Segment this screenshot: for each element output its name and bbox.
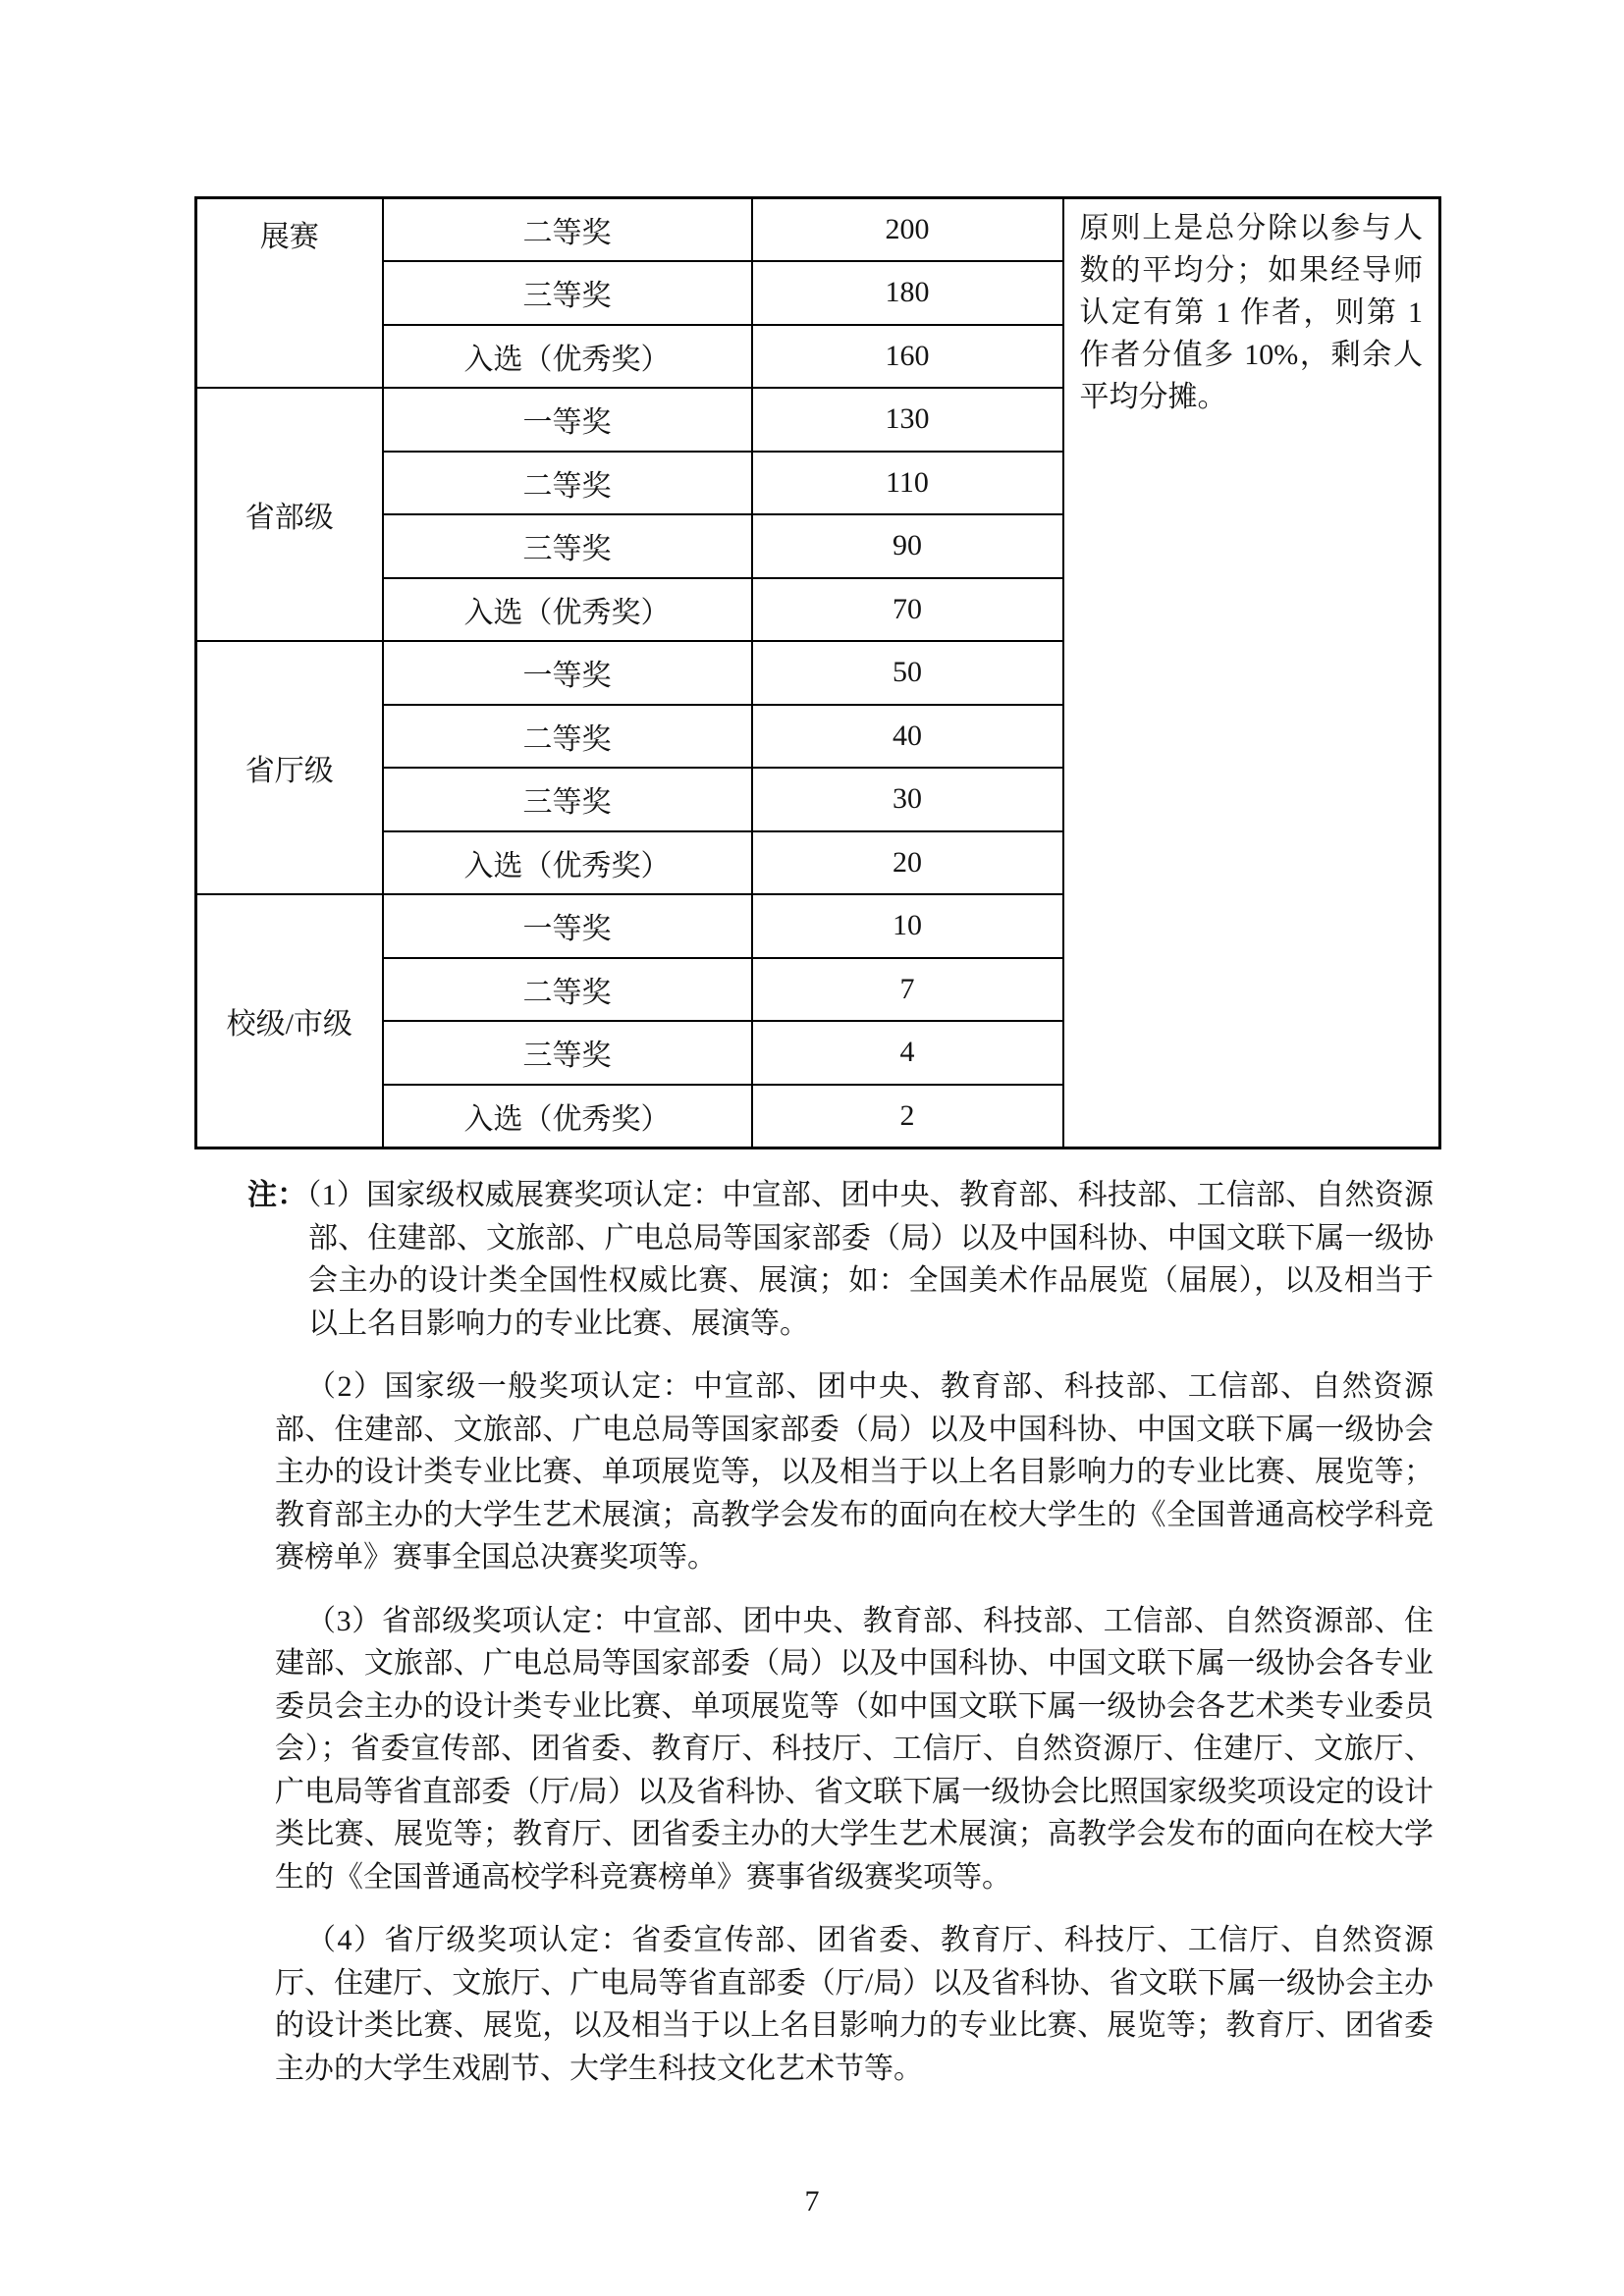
score-cell: 4 — [752, 1021, 1063, 1085]
score-cell: 110 — [752, 452, 1063, 515]
score-cell: 200 — [752, 198, 1063, 262]
score-cell: 90 — [752, 514, 1063, 578]
score-cell: 20 — [752, 831, 1063, 895]
note-paragraph-2 — [275, 1365, 1434, 1579]
award-cell: 二等奖 — [383, 452, 752, 515]
award-cell: 三等奖 — [383, 514, 752, 578]
score-cell: 30 — [752, 768, 1063, 831]
score-cell: 70 — [752, 578, 1063, 642]
note-text-4: （4）省厅级奖项认定：省委宣传部、团省委、教育厅、科技厅、工信厅、自然资源厅、住建厅、文旅厅、广电局等省直部委（厅/局）以及省科协、省文联下属一级协会主办的设计类比赛、展览，以及相当于以上名目影响力的专业比赛、展览等；教育厅、团省委主办的大学生戏剧节、大学生科技文化艺术节等。 — [275, 1924, 1434, 2085]
award-cell: 一等奖 — [383, 388, 752, 452]
score-cell: 180 — [752, 261, 1063, 325]
note-text-1: （1）国家级权威展赛奖项认定：中宣部、团中央、教育部、科技部、工信部、自然资源部、住建部、文旅部、广电总局等国家部委（局）以及中国科协、中国文联下属一级协会主办的设计类全国性权威比赛、展演；如：全国美术作品展览（届展），以及相当于以上名目影响力的专业比赛、展演等。 — [306, 1179, 1435, 1340]
score-cell: 40 — [752, 705, 1063, 769]
notes-section — [0, 1174, 1624, 2110]
award-cell: 入选（优秀奖） — [383, 831, 752, 895]
note-text-2: （2）国家级一般奖项认定：中宣部、团中央、教育部、科技部、工信部、自然资源部、住建部、文旅部、广电总局等国家部委（局）以及中国科协、中国文联下属一级协会主办的设计类专业比赛、单项展览等，以及相当于以上名目影响力的专业比赛、展览等；教育部主办的大学生艺术展演；高教学会发布的面向在校大学生的《全国普通高校学科竞赛榜单》赛事全国总决赛奖项等。 — [275, 1370, 1434, 1574]
score-cell: 7 — [752, 958, 1063, 1022]
score-cell: 10 — [752, 894, 1063, 958]
notes-label: 注： — [247, 1179, 307, 1211]
award-cell: 一等奖 — [383, 894, 752, 958]
level-cell: 展赛 — [196, 198, 383, 389]
note-text-3: （3）省部级奖项认定：中宣部、团中央、教育部、科技部、工信部、自然资源部、住建部、文旅部、广电总局等国家部委（局）以及中国科协、中国文联下属一级协会各专业委员会主办的设计类专业比赛、单项展览等（如中国文联下属一级协会各艺术类专业委员会）；省委宣传部、团省委、教育厅、科技厅、工信厅、自然资源厅、住建厅、文旅厅、广电局等省直部委（厅/局）以及省科协、省文联下属一级协会比照国家级奖项设定的设计类比赛、展览等；教育厅、团省委主办的大学生艺术展演；高教学会发布的面向在校大学生的《全国普通高校学科竞赛榜单》赛事省级赛奖项等。 — [275, 1604, 1434, 1894]
award-cell: 一等奖 — [383, 641, 752, 705]
award-cell: 二等奖 — [383, 958, 752, 1022]
award-cell: 三等奖 — [383, 261, 752, 325]
score-cell: 160 — [752, 325, 1063, 389]
score-cell: 50 — [752, 641, 1063, 705]
score-cell: 2 — [752, 1085, 1063, 1148]
score-cell: 130 — [752, 388, 1063, 452]
level-cell: 省厅级 — [196, 641, 383, 894]
table-row — [196, 198, 1440, 262]
award-cell: 入选（优秀奖） — [383, 1085, 752, 1148]
award-score-table — [194, 196, 1441, 1149]
note-paragraph-1 — [247, 1174, 1434, 1345]
note-paragraph-4 — [275, 1919, 1434, 2090]
award-cell: 三等奖 — [383, 1021, 752, 1085]
award-cell: 三等奖 — [383, 768, 752, 831]
award-cell: 二等奖 — [383, 198, 752, 262]
award-cell: 二等奖 — [383, 705, 752, 769]
level-cell: 省部级 — [196, 388, 383, 641]
page-number: 7 — [804, 2185, 820, 2217]
note-paragraph-3 — [275, 1600, 1434, 1899]
level-cell: 校级/市级 — [196, 894, 383, 1148]
award-cell: 入选（优秀奖） — [383, 578, 752, 642]
award-cell: 入选（优秀奖） — [383, 325, 752, 389]
remark-cell: 原则上是总分除以参与人数的平均分；如果经导师认定有第 1 作者，则第 1 作者分值多 10%，剩余人平均分摊。 — [1063, 198, 1440, 1148]
